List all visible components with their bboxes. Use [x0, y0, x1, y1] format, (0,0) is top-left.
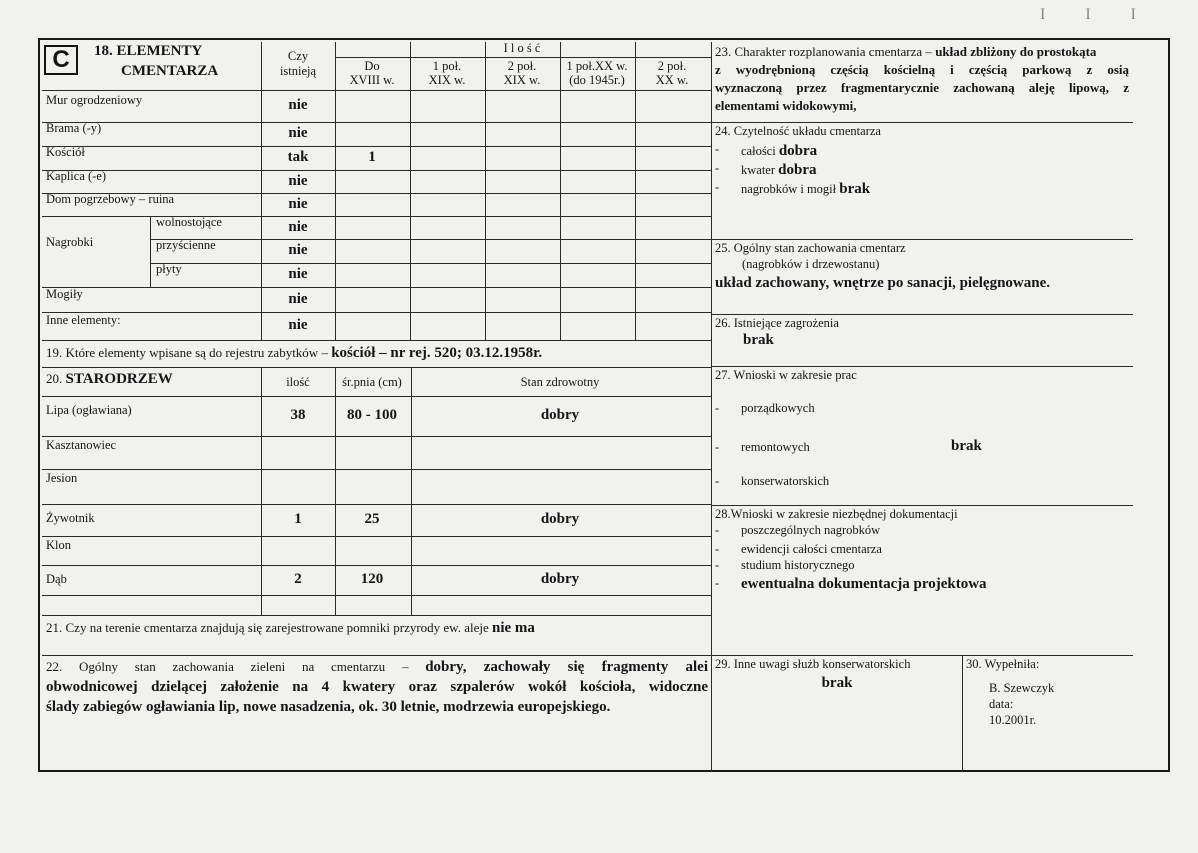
section28-value: ewentualna dokumentacja projektowa [741, 576, 987, 592]
dash: - [715, 474, 720, 488]
grid-line [42, 170, 711, 171]
section23-line2: z wyodrębnioną częścią kościelną i częścią parkową z osią [715, 62, 1129, 77]
tree-name: Lipa (ogławiana) [46, 403, 132, 417]
grid-line [635, 42, 636, 340]
section28-item: poszczególnych nagrobków [741, 523, 881, 537]
grid-line [42, 396, 711, 397]
section23-line4: elementami widokowymi, [715, 98, 857, 113]
grid-line [335, 367, 336, 615]
section29-label: 29. Inne uwagi służb konserwatorskich [715, 657, 911, 671]
section24-item [741, 181, 870, 198]
tree-name: Jesion [46, 471, 78, 485]
section24-label: 24. Czytelność układu cmentarza [715, 124, 881, 138]
element-label: płyty [156, 262, 182, 276]
element-label: Kościół [46, 145, 85, 159]
section28-label: 28.Wnioski w zakresie niezbędnej dokumentacji [715, 507, 958, 521]
section30-name: B. Szewczyk [989, 681, 1055, 695]
element-exists-value: nie [288, 97, 308, 113]
dash: - [715, 576, 720, 590]
section25-value: układ zachowany, wnętrze po sanacji, pielęgnowane. [715, 275, 1051, 291]
period-header: 1 poł. [432, 59, 462, 73]
grid-line [560, 42, 561, 340]
tree-health: dobry [540, 511, 580, 527]
grid-line [335, 42, 336, 340]
element-label: Brama (-y) [46, 121, 102, 135]
grid-line [150, 239, 711, 240]
section24-item-label: nagrobków i mogił [741, 182, 840, 196]
grid-line [42, 367, 711, 368]
section30-label: 30. Wypełniła: [966, 657, 1040, 671]
section23-line3: wyznaczoną przez fragmentarycznie zachowaną aleję lipową, z [715, 80, 1129, 95]
section26-label: 26. Istniejące zagrożenia [715, 316, 839, 330]
dash: - [715, 180, 720, 194]
tree-count: 2 [294, 571, 302, 587]
section24-item [741, 162, 816, 179]
grid-line [42, 436, 711, 437]
element-exists-value: nie [288, 172, 308, 189]
grid-line [150, 216, 151, 287]
section23-value: układ zbliżony do prostokąta [935, 44, 1097, 59]
grid-line [711, 122, 1133, 123]
section21-line [46, 620, 535, 637]
exists-header: istnieją [279, 64, 317, 78]
section24-item-value: dobra [778, 162, 817, 178]
grid-line [42, 193, 711, 194]
period-header: 2 poł. [507, 59, 537, 73]
grid-line [42, 655, 1133, 656]
section28-item: ewidencji całości cmentarza [741, 542, 882, 556]
grid-line [42, 146, 711, 147]
section27-value: brak [951, 438, 982, 454]
element-exists-value: nie [288, 242, 308, 258]
grid-line [711, 239, 1133, 240]
element-exists-value: tak [287, 149, 309, 165]
section22-line1 [46, 659, 708, 676]
section18-title: CMENTARZA [121, 63, 219, 79]
dash: - [715, 523, 720, 537]
period-header: XIX w. [503, 73, 541, 87]
grid-line [42, 595, 711, 596]
element-label: Mur ogrodzeniowy [46, 93, 143, 107]
section21-label: 21. Czy na terenie cmentarza znajdują się zarejestrowane pomniki przyrody ew. aleje [46, 620, 493, 635]
element-exists-value: nie [288, 218, 308, 235]
dash: - [715, 542, 720, 556]
period-header: Do [364, 59, 380, 73]
section19-label: 19. Które elementy wpisane są do rejestru zabytków – [46, 345, 332, 360]
section23-line1 [715, 45, 1096, 59]
element-label: Mogiły [46, 286, 83, 301]
period-header: XIX w. [428, 73, 466, 87]
section24-item-value: dobra [778, 143, 818, 159]
grid-line [261, 42, 262, 340]
section24-item-label: całości [741, 144, 779, 158]
section24-item [741, 143, 817, 160]
section29-value: brak [821, 675, 853, 691]
grid-line [42, 90, 711, 91]
grid-line [485, 42, 486, 340]
section30-date-label: data: [989, 697, 1014, 711]
element-exists-value: nie [288, 290, 308, 307]
section21-value: nie ma [492, 620, 535, 636]
element-label: przyścienne [156, 238, 216, 252]
section19-line [46, 345, 542, 362]
section-letter-box: C [44, 45, 78, 75]
section20-col-diam: śr.pnia (cm) [342, 375, 402, 389]
section28-item: studium historycznego [741, 558, 855, 572]
grid-line [42, 122, 711, 123]
grid-line [42, 340, 711, 341]
element-label: Inne elementy: [46, 313, 121, 327]
tree-diam: 120 [360, 571, 384, 587]
element-label: wolnostojące [156, 214, 222, 229]
grid-line [42, 312, 711, 313]
grid-line [42, 504, 711, 505]
grid-line [410, 42, 411, 340]
tree-count: 38 [290, 407, 306, 423]
section24-item-value: brak [839, 181, 871, 197]
grid-line [335, 57, 711, 58]
grid-line [150, 263, 711, 264]
element-exists-value: nie [288, 266, 308, 282]
quantity-header: I l o ś ć [503, 41, 541, 55]
tree-name: Klon [46, 538, 71, 552]
section22-line3: ślady zabiegów ogławiania lip, nowe nasadzenia, ok. 30 letnie, modrzewia europejskiego. [46, 699, 611, 715]
period-header: 2 poł. [657, 59, 687, 73]
section27-label: 27. Wnioski w zakresie prac [715, 368, 857, 382]
grid-line [711, 505, 1133, 506]
tree-health: dobry [540, 571, 580, 587]
section24-item-label: kwater [741, 163, 779, 177]
grid-line [962, 655, 963, 772]
grid-line [42, 469, 711, 470]
dash: - [715, 161, 720, 175]
corner-marks: I I I [1040, 6, 1154, 23]
grid-line [711, 366, 1133, 367]
tree-count: 1 [294, 511, 302, 527]
exists-header: Czy [287, 49, 309, 63]
tree-name: Żywotnik [46, 511, 95, 525]
section27-item: konserwatorskich [741, 474, 830, 488]
section22-label: 22. Ogólny stan zachowania zieleni na cmentarzu – [46, 659, 426, 674]
tree-diam: 80 - 100 [347, 407, 397, 423]
dash: - [715, 558, 720, 572]
tree-name: Dąb [46, 572, 67, 586]
section18-title: 18. ELEMENTY [94, 43, 203, 59]
grid-line [42, 565, 711, 566]
dash: - [715, 440, 720, 454]
section30-date: 10.2001r. [989, 713, 1037, 727]
tree-name: Kasztanowiec [46, 438, 117, 452]
dash: - [715, 401, 720, 415]
grid-line [711, 314, 1133, 315]
tree-health: dobry [540, 407, 580, 423]
section20-title [46, 371, 173, 388]
section26-value: brak [743, 332, 774, 348]
nagrobki-label: Nagrobki [46, 235, 94, 249]
dash: - [715, 142, 720, 156]
form-sheet [38, 38, 1170, 772]
grid-line [711, 42, 712, 772]
section25-label: 25. Ogólny stan zachowania cmentarz [715, 241, 906, 255]
section22-value: dobry, zachowały się fragmenty alei [425, 659, 708, 675]
grid-line [411, 367, 412, 615]
grid-line [42, 287, 711, 288]
section25-sublabel: (nagrobków i drzewostanu) [742, 257, 880, 271]
section22-line2: obwodnicowej dzielącej założenie na 4 kwatery oraz szpalerów wokół kościoła, widoczne [46, 679, 708, 695]
period-header: XX w. [655, 73, 689, 87]
section20-col-health: Stan zdrowotny [520, 375, 600, 389]
grid-line [261, 367, 262, 615]
period-header: 1 poł.XX w. [566, 59, 628, 73]
period-header: (do 1945r.) [569, 73, 625, 87]
element-label: Kaplica (-e) [46, 168, 107, 183]
grid-line [42, 536, 711, 537]
element-exists-value: nie [288, 125, 308, 141]
section20-col-count: ilość [286, 375, 310, 389]
section23-label: 23. Charakter rozplanowania cmentarza – [715, 44, 936, 59]
tree-diam: 25 [364, 511, 380, 527]
section19-value: kościół – nr rej. 520; 03.12.1958r. [331, 345, 543, 361]
period-header: XVIII w. [349, 73, 395, 87]
element-exists-value: nie [288, 317, 308, 333]
section20-label: STARODRZEW [65, 371, 173, 387]
element-label: Dom pogrzebowy – ruina [46, 191, 175, 206]
element-exists-value: nie [288, 195, 308, 212]
section27-item: remontowych [741, 440, 810, 454]
section27-item: porządkowych [741, 401, 815, 415]
element-count-value: 1 [368, 149, 376, 165]
grid-line [42, 216, 711, 217]
section20-num: 20. [46, 371, 66, 386]
grid-line [42, 615, 711, 616]
